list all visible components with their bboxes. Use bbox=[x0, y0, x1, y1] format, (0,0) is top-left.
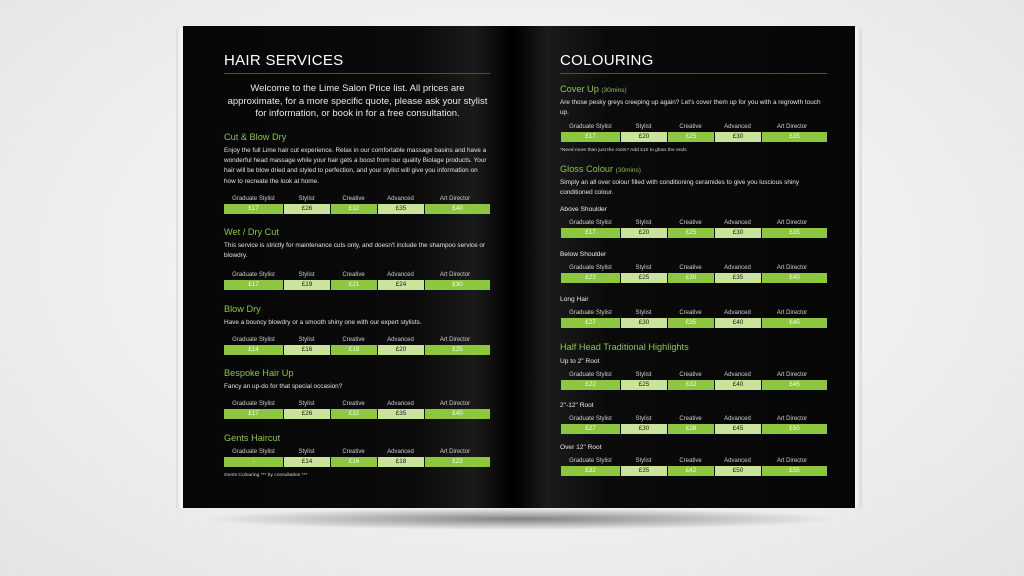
header-advanced: Advanced bbox=[724, 310, 751, 316]
intro-text: Welcome to the Lime Salon Price list. All prices are approximate, for a more specific quote, please ask your stylist for information, or book in for a free consultation. bbox=[227, 83, 488, 119]
price-header-row bbox=[561, 309, 827, 318]
header-graduate-stylist: Graduate Stylist bbox=[232, 449, 275, 455]
price-header-row bbox=[561, 219, 827, 228]
header-art-director: Art Director bbox=[776, 458, 808, 464]
section-duration: (30mins) bbox=[601, 87, 627, 94]
header-creative: Creative bbox=[342, 272, 365, 278]
price-table bbox=[561, 264, 827, 283]
section-title-cut-blow-dry: Cut & Blow Dry bbox=[224, 132, 287, 142]
header-art-director: Art Director bbox=[776, 220, 808, 226]
price-art-director: £40 bbox=[762, 273, 827, 283]
header-graduate-stylist: Graduate Stylist bbox=[232, 272, 275, 278]
header-graduate-stylist: Graduate Stylist bbox=[569, 416, 612, 422]
price-table bbox=[224, 271, 490, 290]
price-stylist: £16 bbox=[284, 345, 330, 355]
book-shadow bbox=[200, 508, 840, 530]
header-creative: Creative bbox=[679, 416, 702, 422]
header-art-director: Art Director bbox=[439, 449, 471, 455]
header-graduate-stylist: Graduate Stylist bbox=[569, 265, 612, 271]
price-graduate-stylist: £17 bbox=[561, 132, 620, 142]
price-table bbox=[224, 336, 490, 355]
header-creative: Creative bbox=[342, 337, 365, 343]
header-advanced: Advanced bbox=[387, 272, 414, 278]
price-creative: £32 bbox=[331, 409, 377, 419]
price-creative: £32 bbox=[331, 204, 377, 214]
page-title: HAIR SERVICES bbox=[224, 52, 344, 69]
price-advanced: £35 bbox=[378, 409, 424, 419]
price-table bbox=[224, 448, 490, 467]
header-creative: Creative bbox=[342, 401, 365, 407]
header-graduate-stylist: Graduate Stylist bbox=[232, 337, 275, 343]
price-stylist: £20 bbox=[621, 228, 667, 238]
price-graduate-stylist: £22 bbox=[561, 380, 620, 390]
header-stylist: Stylist bbox=[298, 272, 315, 278]
header-graduate-stylist: Graduate Stylist bbox=[569, 458, 612, 464]
price-creative: £18 bbox=[331, 345, 377, 355]
price-header-row bbox=[224, 195, 490, 204]
row-label-up-to-2-root: Up to 2" Root bbox=[560, 358, 600, 365]
price-header-row bbox=[224, 448, 490, 457]
price-table bbox=[224, 195, 490, 214]
price-table bbox=[561, 123, 827, 142]
section-description: Fancy an up-do for that special occasion? bbox=[224, 383, 343, 390]
header-advanced: Advanced bbox=[724, 265, 751, 271]
header-stylist: Stylist bbox=[635, 220, 652, 226]
price-value-row bbox=[561, 132, 827, 142]
header-art-director: Art Director bbox=[439, 272, 471, 278]
header-creative: Creative bbox=[679, 458, 702, 464]
price-advanced: £35 bbox=[715, 273, 761, 283]
section-duration: (30mins) bbox=[615, 167, 641, 174]
row-label-long-hair: Long Hair bbox=[560, 296, 589, 303]
section-title-text: Gloss Colour bbox=[560, 164, 614, 174]
header-advanced: Advanced bbox=[724, 416, 751, 422]
price-art-director: £40 bbox=[425, 409, 490, 419]
price-advanced: £30 bbox=[715, 132, 761, 142]
price-advanced: £30 bbox=[715, 228, 761, 238]
price-table bbox=[224, 400, 490, 419]
header-art-director: Art Director bbox=[776, 265, 808, 271]
title-divider bbox=[560, 73, 827, 74]
price-creative: £35 bbox=[668, 318, 714, 328]
price-graduate-stylist: £17 bbox=[224, 280, 283, 290]
section-title-bespoke-hair-up: Bespoke Hair Up bbox=[224, 368, 294, 378]
price-stylist: £30 bbox=[621, 318, 667, 328]
price-art-director: £35 bbox=[762, 228, 827, 238]
header-advanced: Advanced bbox=[387, 401, 414, 407]
section-title-text: Cover Up bbox=[560, 84, 599, 94]
row-label-above-shoulder: Above Shoulder bbox=[560, 206, 607, 213]
price-graduate-stylist: £17 bbox=[561, 228, 620, 238]
price-art-director: £35 bbox=[762, 132, 827, 142]
section-title-gents-haircut: Gents Haircut bbox=[224, 433, 281, 443]
header-creative: Creative bbox=[342, 449, 365, 455]
header-stylist: Stylist bbox=[635, 416, 652, 422]
price-graduate-stylist: £27 bbox=[561, 424, 620, 434]
header-advanced: Advanced bbox=[387, 337, 414, 343]
price-value-row bbox=[561, 273, 827, 283]
header-art-director: Art Director bbox=[439, 401, 471, 407]
section-title-blow-dry: Blow Dry bbox=[224, 304, 261, 314]
price-header-row bbox=[224, 336, 490, 345]
price-graduate-stylist: - bbox=[224, 457, 283, 467]
price-header-row bbox=[561, 264, 827, 273]
section-title-gloss-colour bbox=[560, 164, 641, 174]
header-stylist: Stylist bbox=[635, 265, 652, 271]
price-art-director: £50 bbox=[762, 424, 827, 434]
price-header-row bbox=[224, 400, 490, 409]
header-graduate-stylist: Graduate Stylist bbox=[232, 401, 275, 407]
header-stylist: Stylist bbox=[635, 310, 652, 316]
price-creative: £25 bbox=[668, 132, 714, 142]
price-graduate-stylist: £17 bbox=[224, 204, 283, 214]
price-advanced: £24 bbox=[378, 280, 424, 290]
price-stylist: £26 bbox=[284, 204, 330, 214]
section-title-cover-up bbox=[560, 84, 627, 94]
header-creative: Creative bbox=[679, 124, 702, 130]
price-stylist: £26 bbox=[284, 409, 330, 419]
price-value-row bbox=[224, 457, 490, 467]
price-value-row bbox=[224, 280, 490, 290]
header-advanced: Advanced bbox=[724, 458, 751, 464]
price-stylist: £19 bbox=[284, 280, 330, 290]
header-graduate-stylist: Graduate Stylist bbox=[569, 372, 612, 378]
price-stylist: £25 bbox=[621, 273, 667, 283]
section-title-wet-dry-cut: Wet / Dry Cut bbox=[224, 227, 279, 237]
price-value-row bbox=[561, 466, 827, 476]
header-art-director: Art Director bbox=[439, 196, 471, 202]
header-advanced: Advanced bbox=[387, 196, 414, 202]
header-graduate-stylist: Graduate Stylist bbox=[569, 220, 612, 226]
price-stylist: £25 bbox=[621, 380, 667, 390]
price-graduate-stylist: £14 bbox=[224, 345, 283, 355]
price-art-director: £45 bbox=[762, 318, 827, 328]
right-page bbox=[513, 26, 855, 508]
price-table bbox=[561, 457, 827, 476]
price-table bbox=[561, 415, 827, 434]
cover-up-note: *Need more than just the roots? Add £10 to gloss the ends bbox=[560, 148, 687, 153]
price-creative: £32 bbox=[668, 380, 714, 390]
section-description: This service is strictly for maintenance cuts only, and doesn't include the shampoo service or blowdry. bbox=[224, 242, 486, 260]
section-description: Are those pesky greys creeping up again? Let's cover them up for you with a regrowth touch up. bbox=[560, 99, 821, 117]
price-value-row bbox=[224, 204, 490, 214]
page-title: COLOURING bbox=[560, 52, 654, 69]
header-graduate-stylist: Graduate Stylist bbox=[569, 124, 612, 130]
price-table bbox=[561, 309, 827, 328]
price-header-row bbox=[561, 457, 827, 466]
header-stylist: Stylist bbox=[298, 337, 315, 343]
price-creative: £30 bbox=[668, 273, 714, 283]
price-graduate-stylist: £32 bbox=[561, 466, 620, 476]
price-art-director: £40 bbox=[425, 204, 490, 214]
header-art-director: Art Director bbox=[776, 310, 808, 316]
price-advanced: £50 bbox=[715, 466, 761, 476]
header-art-director: Art Director bbox=[439, 337, 471, 343]
price-stylist: £30 bbox=[621, 424, 667, 434]
price-art-director: £45 bbox=[762, 380, 827, 390]
price-table bbox=[561, 371, 827, 390]
row-label-2-12-root: 2"-12" Root bbox=[560, 402, 594, 409]
header-stylist: Stylist bbox=[298, 449, 315, 455]
book-spine bbox=[502, 26, 524, 508]
price-creative: £38 bbox=[668, 424, 714, 434]
header-advanced: Advanced bbox=[387, 449, 414, 455]
price-header-row bbox=[561, 371, 827, 380]
price-header-row bbox=[224, 271, 490, 280]
price-advanced: £35 bbox=[378, 204, 424, 214]
price-stylist: £35 bbox=[621, 466, 667, 476]
header-advanced: Advanced bbox=[724, 124, 751, 130]
title-divider bbox=[224, 73, 490, 74]
section-title-highlights: Half Head Traditional Highlights bbox=[560, 342, 689, 352]
header-stylist: Stylist bbox=[635, 372, 652, 378]
price-art-director: £30 bbox=[425, 280, 490, 290]
price-table bbox=[561, 219, 827, 238]
price-art-director: £25 bbox=[425, 345, 490, 355]
header-advanced: Advanced bbox=[724, 372, 751, 378]
header-stylist: Stylist bbox=[635, 124, 652, 130]
header-graduate-stylist: Graduate Stylist bbox=[232, 196, 275, 202]
price-value-row bbox=[224, 345, 490, 355]
section-description: Have a bouncy blowdry or a smooth shiny one with our expert stylists. bbox=[224, 319, 422, 326]
header-art-director: Art Director bbox=[776, 416, 808, 422]
header-stylist: Stylist bbox=[298, 401, 315, 407]
price-creative: £25 bbox=[668, 228, 714, 238]
header-stylist: Stylist bbox=[635, 458, 652, 464]
header-creative: Creative bbox=[679, 265, 702, 271]
price-advanced: £40 bbox=[715, 318, 761, 328]
price-header-row bbox=[561, 123, 827, 132]
price-advanced: £18 bbox=[378, 457, 424, 467]
price-creative: £21 bbox=[331, 280, 377, 290]
price-value-row bbox=[561, 228, 827, 238]
price-stylist: £20 bbox=[621, 132, 667, 142]
price-art-director: £22 bbox=[425, 457, 490, 467]
price-graduate-stylist: £27 bbox=[561, 318, 620, 328]
header-art-director: Art Director bbox=[776, 124, 808, 130]
price-graduate-stylist: £17 bbox=[224, 409, 283, 419]
header-creative: Creative bbox=[679, 310, 702, 316]
price-creative: £42 bbox=[668, 466, 714, 476]
row-label-over-12-root: Over 12" Root bbox=[560, 444, 602, 451]
header-creative: Creative bbox=[679, 372, 702, 378]
header-creative: Creative bbox=[679, 220, 702, 226]
section-description: Enjoy the full Lime hair cut experience. Relax in our comfortable massage basins and have a wonderful head massage while your hair gets a boost from our quality Biolage products. Your hair will be blow dried and styled to perfection, and your stylist will give you information on how to recreate the look at home. bbox=[224, 147, 487, 185]
header-stylist: Stylist bbox=[298, 196, 315, 202]
price-value-row bbox=[561, 318, 827, 328]
price-advanced: £20 bbox=[378, 345, 424, 355]
section-description: Simply an all over colour filled with conditioning ceramides to give you luscious shiny conditioned colour. bbox=[560, 179, 800, 197]
price-stylist: £14 bbox=[284, 457, 330, 467]
header-creative: Creative bbox=[342, 196, 365, 202]
price-advanced: £45 bbox=[715, 424, 761, 434]
row-label-below-shoulder: Below Shoulder bbox=[560, 251, 607, 258]
gents-colouring-note: Gents Colouring *** by consultation *** bbox=[224, 473, 308, 478]
price-header-row bbox=[561, 415, 827, 424]
price-value-row bbox=[561, 380, 827, 390]
price-advanced: £40 bbox=[715, 380, 761, 390]
header-advanced: Advanced bbox=[724, 220, 751, 226]
price-graduate-stylist: £23 bbox=[561, 273, 620, 283]
header-art-director: Art Director bbox=[776, 372, 808, 378]
left-page bbox=[183, 26, 513, 508]
price-art-director: £55 bbox=[762, 466, 827, 476]
header-graduate-stylist: Graduate Stylist bbox=[569, 310, 612, 316]
price-value-row bbox=[561, 424, 827, 434]
price-value-row bbox=[224, 409, 490, 419]
price-creative: £16 bbox=[331, 457, 377, 467]
